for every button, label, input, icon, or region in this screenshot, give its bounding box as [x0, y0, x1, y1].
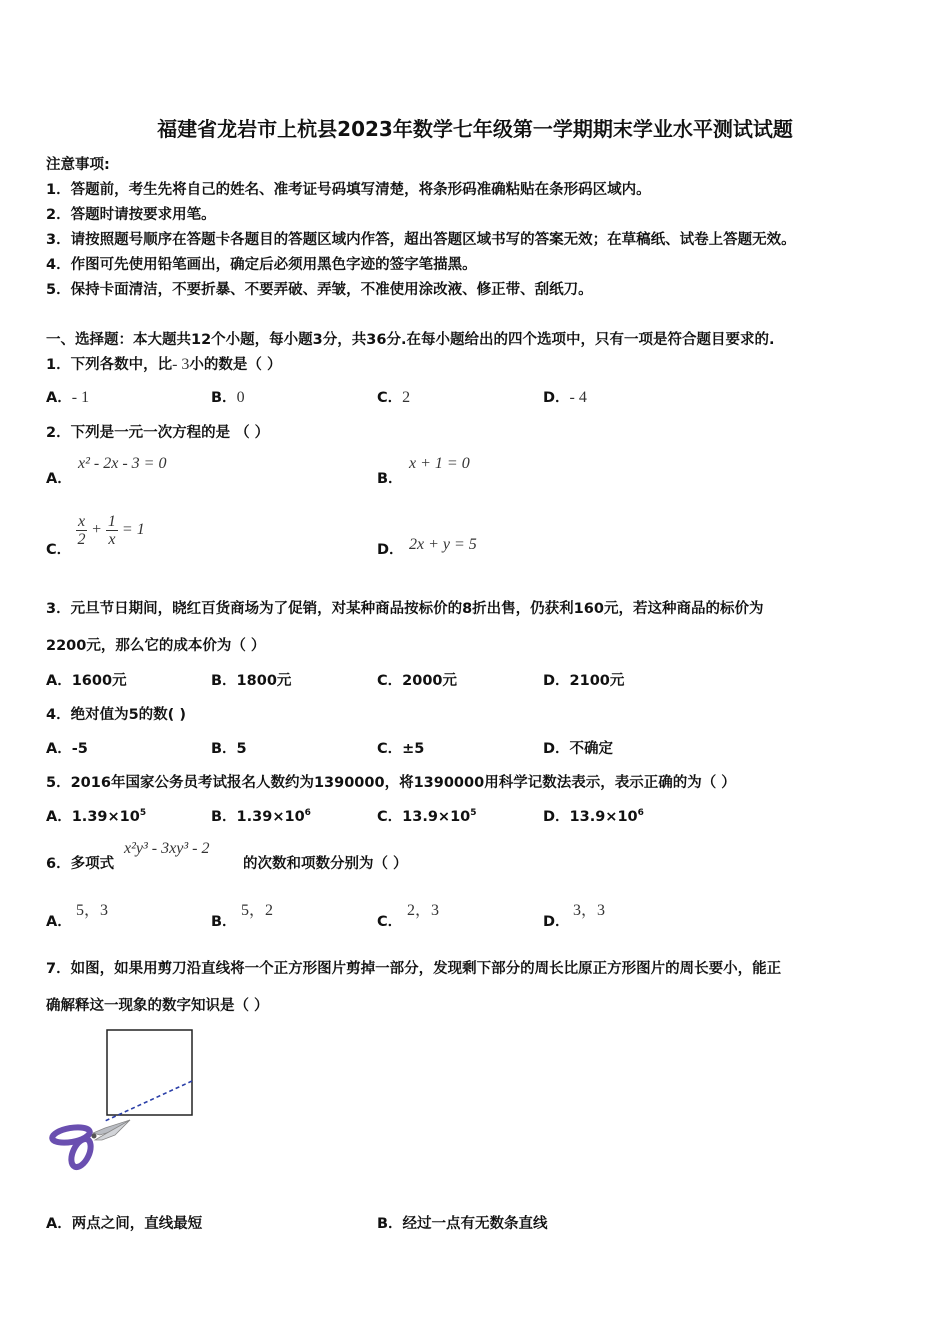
q1-option-a[interactable]: A．- 1 — [46, 389, 90, 406]
q4-option-d[interactable]: D．不确定 — [543, 741, 614, 757]
q7-option-b[interactable]: B．经过一点有无数条直线 — [377, 1216, 548, 1232]
q6-option-a-label[interactable]: A． — [46, 914, 72, 930]
q6-option-d-value: 3，3 — [573, 902, 606, 919]
notice-item: 4．作图可先使用铅笔画出，确定后必须用黑色字迹的签字笔描黑。 — [46, 257, 477, 273]
q7-option-a[interactable]: A．两点之间，直线最短 — [46, 1216, 203, 1232]
q2-option-d-label[interactable]: D． — [377, 542, 404, 558]
question-1-stem: 1．下列各数中，比- 3小的数是（ ） — [46, 356, 282, 373]
q2-option-b-label[interactable]: B． — [377, 471, 403, 487]
q6-option-c-value: 2，3 — [407, 902, 440, 919]
page-title: 福建省龙岩市上杭县2023年数学七年级第一学期期末学业水平测试试题 — [157, 117, 793, 141]
q4-option-b[interactable]: B．5 — [211, 741, 247, 757]
q3-option-d[interactable]: D．2100元 — [543, 673, 625, 689]
question-7-stem-line1: 7．如图，如果用剪刀沿直线将一个正方形图片剪掉一部分，发现剩下部分的周长比原正方形图片的周长要小，能正 — [46, 961, 782, 977]
question-6-stem-a: 6．多项式 — [46, 856, 115, 872]
q5-option-c[interactable]: C．$13.9\times 10^5$ — [377, 808, 477, 825]
question-4-stem: 4．绝对值为5的数( ) — [46, 707, 186, 723]
q2-option-a-label[interactable]: A． — [46, 471, 72, 487]
q1-option-b[interactable]: B．0 — [211, 389, 245, 406]
scissors-icon — [51, 1120, 130, 1170]
q5-option-d[interactable]: D．$13.9\times 10^6$ — [543, 808, 644, 825]
question-3-stem-line1: 3．元旦节日期间，晓红百货商场为了促销，对某种商品按标价的8折出售，仍获利160元，若这种商品的标价为 — [46, 601, 764, 617]
question-6-stem-b: 的次数和项数分别为（ ） — [243, 856, 408, 872]
q6-option-c-label[interactable]: C． — [377, 914, 403, 930]
q2-option-d-equation: 2x + y = 5 — [409, 536, 477, 553]
question-3-stem-line2: 2200元，那么它的成本价为（ ） — [46, 638, 266, 654]
q6-option-a-value: 5，3 — [76, 902, 109, 919]
q5-option-a[interactable]: A．$1.39\times 10^5$ — [46, 808, 147, 825]
notice-item: 1．答题前，考生先将自己的姓名、准考证号码填写清楚，将条形码准确粘贴在条形码区域内。 — [46, 182, 651, 198]
q2-option-c-equation: $\frac{x}{2}$ + $\frac{1}{x}$ = 1 — [77, 513, 145, 548]
q1-option-d[interactable]: D．- 4 — [543, 389, 587, 406]
section-heading: 一、选择题：本大题共12个小题，每小题3分，共36分.在每小题给出的四个选项中，只有一项是符合题目要求的. — [46, 332, 775, 348]
question-7-stem-line2: 确解释这一现象的数字知识是（ ） — [46, 998, 269, 1014]
q3-option-c[interactable]: C．2000元 — [377, 673, 457, 689]
q1-option-c[interactable]: C．2 — [377, 389, 411, 406]
q2-option-a-equation: x² - 2x - 3 = 0 — [78, 455, 167, 472]
q5-option-b[interactable]: B．$1.39\times 10^6$ — [211, 808, 311, 825]
q2-option-b-equation: x + 1 = 0 — [409, 455, 470, 472]
q2-option-c-label[interactable]: C． — [46, 542, 72, 558]
q4-option-c[interactable]: C．±5 — [377, 741, 425, 757]
notice-item: 3．请按照题号顺序在答题卡各题目的答题区域内作答，超出答题区域书写的答案无效；在草稿纸、试卷上答题无效。 — [46, 232, 796, 248]
question-2-stem: 2．下列是一元一次方程的是 （ ） — [46, 425, 270, 441]
square-shape — [107, 1030, 192, 1115]
q3-option-b[interactable]: B．1800元 — [211, 673, 292, 689]
q3-option-a[interactable]: A．1600元 — [46, 673, 127, 689]
question-5-stem: 5．2016年国家公务员考试报名人数约为1390000，将1390000用科学记数法表示，表示正确的为（ ） — [46, 775, 736, 791]
notice-item: 2．答题时请按要求用笔。 — [46, 207, 216, 223]
notice-heading: 注意事项: — [46, 157, 110, 173]
scissors-square-figure — [45, 1025, 205, 1175]
q6-option-d-label[interactable]: D． — [543, 914, 570, 930]
q4-option-a[interactable]: A．-5 — [46, 741, 88, 757]
q6-option-b-label[interactable]: B． — [211, 914, 237, 930]
q6-polynomial: x²y³ - 3xy³ - 2 — [124, 840, 210, 857]
notice-item: 5．保持卡面清洁，不要折暴、不要弄破、弄皱，不准使用涂改液、修正带、刮纸刀。 — [46, 282, 593, 298]
q6-option-b-value: 5，2 — [241, 902, 274, 919]
